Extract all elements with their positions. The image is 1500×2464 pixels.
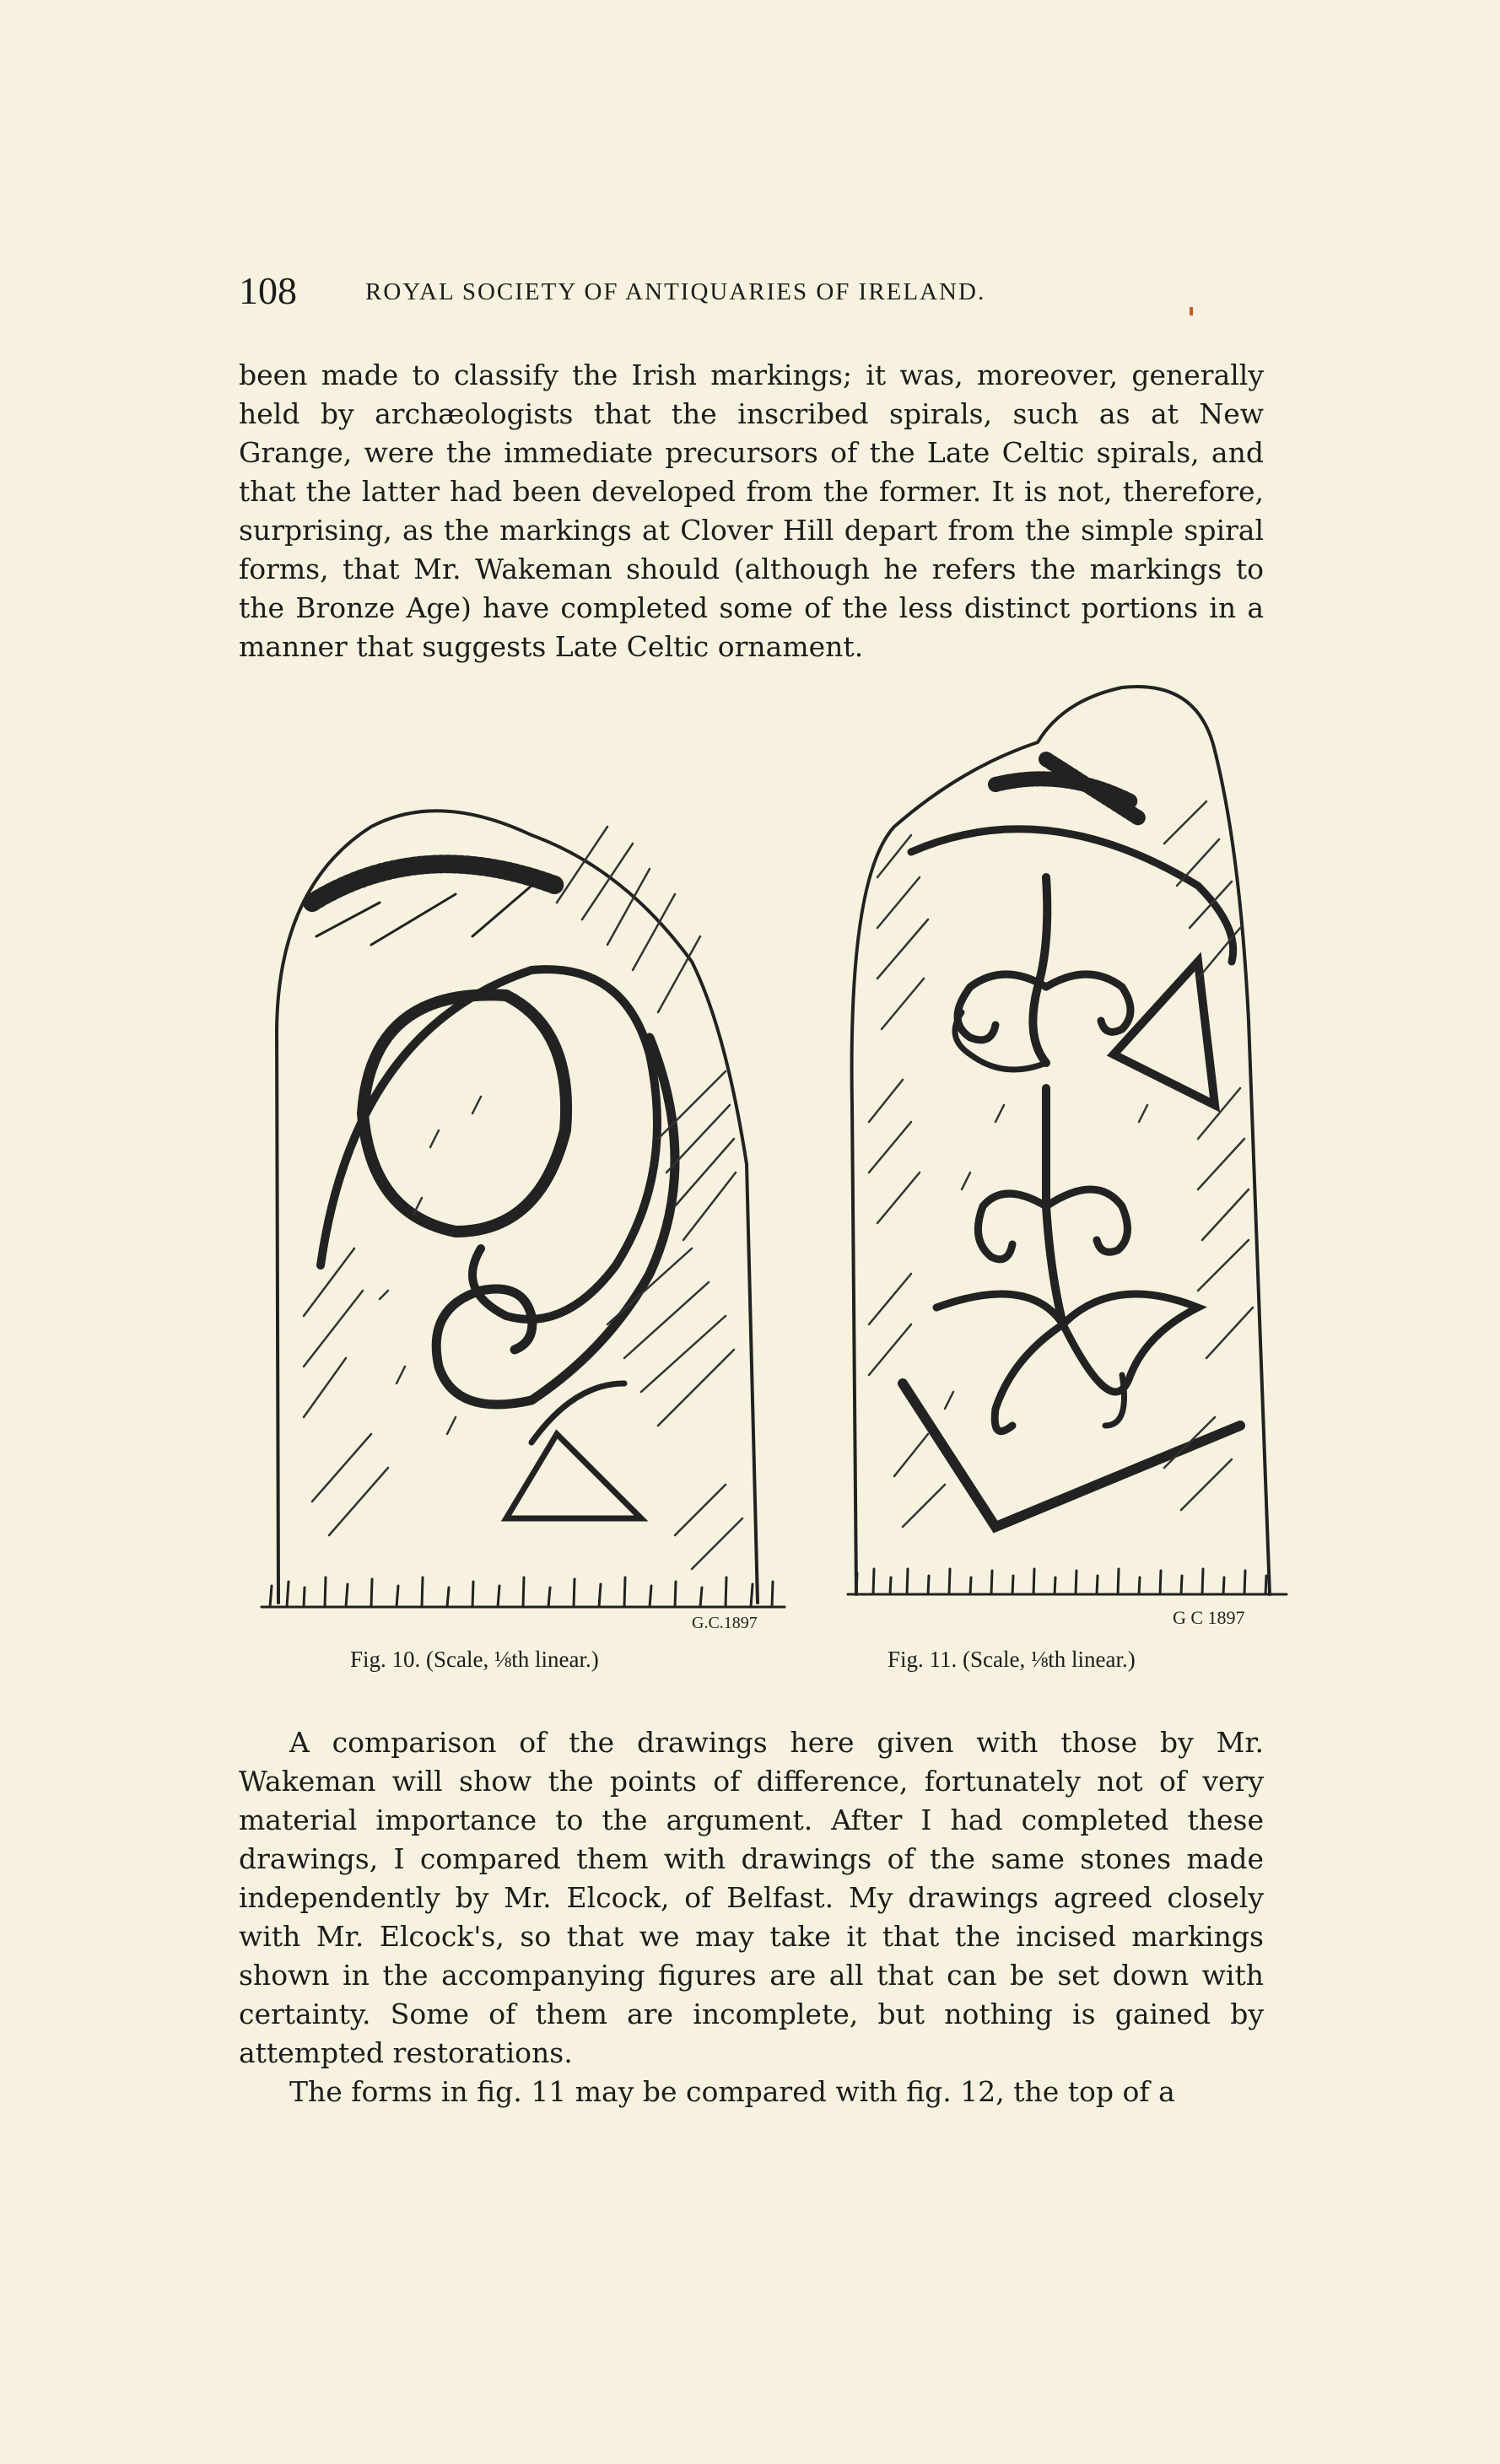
figure-10-signature: G.C.1897: [692, 1614, 758, 1632]
figure-11-stone-drawing: [844, 683, 1299, 1636]
paragraph-intro: [239, 356, 1264, 666]
paragraph-text: The forms in fig. 11 may be compared with fig. 12, the top of a: [289, 2075, 1175, 2108]
paragraph-comparison: [239, 1723, 1264, 2111]
page-number: 108: [239, 269, 297, 312]
figure-10-stone-drawing: [253, 776, 793, 1636]
running-title: ROYAL SOCIETY OF ANTIQUARIES OF IRELAND.: [365, 278, 986, 305]
figure-10-caption: Fig. 10. (Scale, ⅛th linear.): [350, 1647, 599, 1672]
figure-11-signature: G C 1897: [1173, 1607, 1245, 1628]
margin-mark: [1190, 307, 1193, 315]
figure-11-caption: Fig. 11. (Scale, ⅛th linear.): [888, 1647, 1136, 1672]
paragraph-text: been made to classify the Irish markings; it was, moreover, generally held by archæologists that the inscribed spirals, such as at New Grange, were the immediate precursors of the Late Celtic spirals, and that the latter had been developed from the former. It is not, therefore, surprising, as the markings at Clover Hill depart from the simple spiral forms, that Mr. Wakeman should (although he refers the markings to the Bronze Age) have completed some of the less distinct portions in a manner that suggests Late Celtic ornament.: [239, 359, 1264, 663]
paragraph-text: A comparison of the drawings here given with those by Mr. Wakeman will show the points of difference, fortunately not of very material importance to the argument. After I had completed these drawings, I compared them with drawings of the same stones made independently by Mr. Elcock, of Belfast. My drawings agreed closely with Mr. Elcock's, so that we may take it that the incised markings shown in the accompanying figures are all that can be set down with certainty. Some of them are incomplete, but nothing is gained by attempted restorations.: [239, 1726, 1264, 2069]
